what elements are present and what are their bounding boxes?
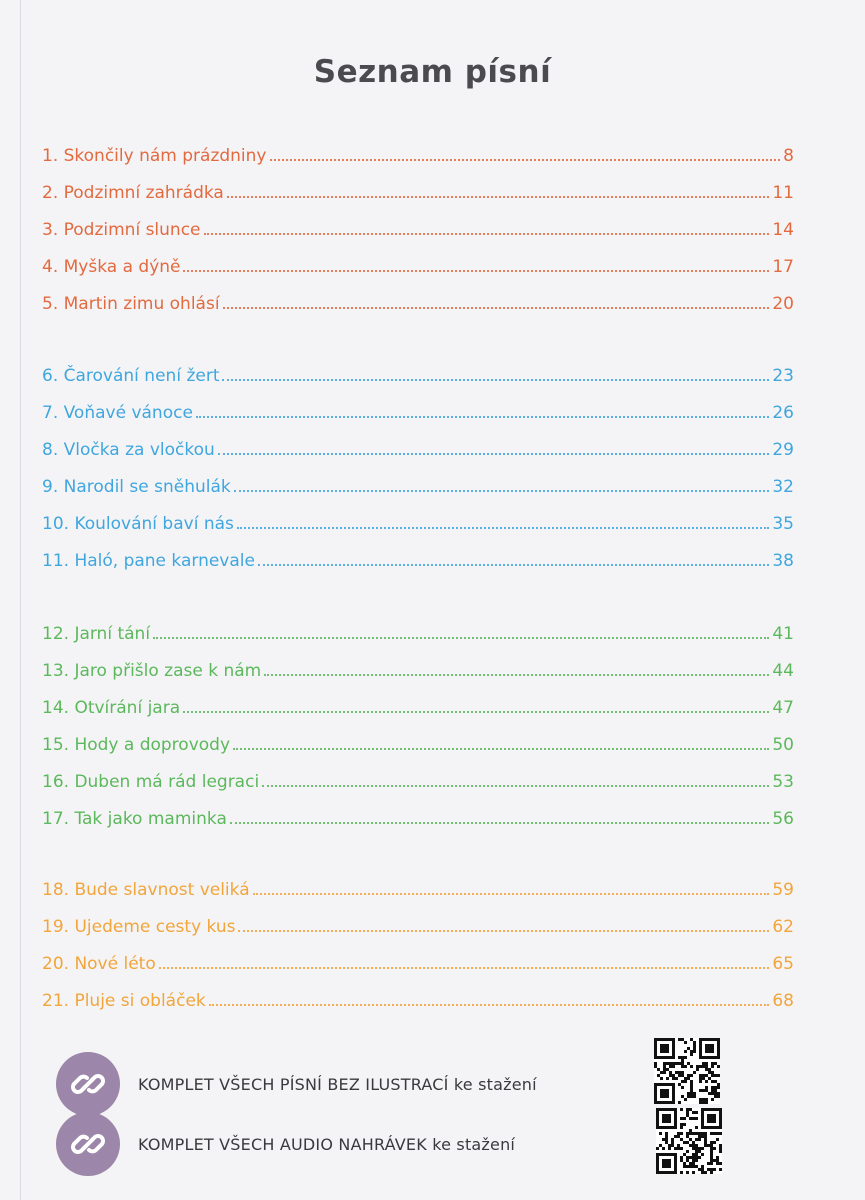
song-title: 19. Ujedeme cesty kus: [42, 917, 236, 937]
song-title: 14. Otvírání jara: [42, 698, 181, 718]
page-number: 29: [772, 440, 794, 460]
dot-leader: [234, 490, 770, 492]
song-title: 1. Skončily nám prázdniny: [42, 146, 267, 166]
dot-leader: [153, 637, 769, 639]
dot-leader: [223, 307, 770, 309]
toc-row[interactable]: [42, 547, 794, 571]
page-number: 20: [772, 294, 794, 314]
page-number: 32: [772, 477, 794, 497]
page-number: 44: [772, 661, 794, 681]
toc-row[interactable]: [42, 657, 794, 681]
dot-leader: [204, 233, 770, 235]
download-songs-label: KOMPLET VŠECH PÍSNÍ BEZ ILUSTRACÍ ke stažení: [138, 1074, 537, 1094]
dot-leader: [196, 416, 769, 418]
song-title: 5. Martin zimu ohlásí: [42, 294, 220, 314]
page-number: 17: [772, 257, 794, 277]
song-title: 7. Voňavé vánoce: [42, 403, 193, 423]
song-title: 3. Podzimní slunce: [42, 220, 201, 240]
page-title: Seznam písní: [313, 54, 552, 90]
page-number: 38: [772, 551, 794, 571]
toc-row[interactable]: [42, 987, 794, 1011]
song-title: 6. Čarování není žert: [42, 366, 220, 386]
page-number: 68: [772, 991, 794, 1011]
page-number: 59: [772, 880, 794, 900]
page-number: 50: [772, 735, 794, 755]
dot-leader: [209, 1004, 770, 1006]
dot-leader: [253, 893, 770, 895]
toc-row[interactable]: [42, 694, 794, 718]
download-songs-link[interactable]: [56, 1052, 537, 1116]
toc-row[interactable]: [42, 473, 794, 497]
page-number: 41: [772, 624, 794, 644]
song-title: 13. Jaro přišlo zase k nám: [42, 661, 262, 681]
dot-leader: [270, 159, 781, 161]
dot-leader: [183, 711, 769, 713]
toc-row[interactable]: [42, 768, 794, 792]
toc-row[interactable]: [42, 913, 794, 937]
link-chain-icon: [56, 1052, 120, 1116]
toc-row[interactable]: [42, 731, 794, 755]
song-title: 15. Hody a doprovody: [42, 735, 231, 755]
page-number: 23: [772, 366, 794, 386]
song-title: 17. Tak jako maminka: [42, 809, 227, 829]
song-title: 21. Pluje si obláček: [42, 991, 206, 1011]
dot-leader: [233, 748, 769, 750]
page-number: 8: [783, 146, 794, 166]
song-title: 16. Duben má rád legraci: [42, 772, 260, 792]
page-number: 56: [772, 809, 794, 829]
download-audio-label: KOMPLET VŠECH AUDIO NAHRÁVEK ke stažení: [138, 1134, 516, 1154]
page-number: 53: [772, 772, 794, 792]
page-number: 11: [772, 183, 794, 203]
song-title: 10. Koulování baví nás: [42, 514, 234, 534]
song-title: 2. Podzimní zahrádka: [42, 183, 224, 203]
song-title: 18. Bude slavnost veliká: [42, 880, 250, 900]
song-title: 9. Narodil se sněhulák: [42, 477, 231, 497]
toc-row[interactable]: [42, 362, 794, 386]
page-number: 35: [772, 514, 794, 534]
page-number: 14: [772, 220, 794, 240]
dot-leader: [238, 930, 769, 932]
toc-row[interactable]: [42, 950, 794, 974]
qr-code-audio[interactable]: [656, 1108, 722, 1174]
dot-leader: [183, 270, 769, 272]
toc-row[interactable]: [42, 876, 794, 900]
page-number: 47: [772, 698, 794, 718]
page-edge: [20, 0, 21, 1200]
qr-code-songs[interactable]: [654, 1038, 720, 1104]
toc-row[interactable]: [42, 620, 794, 644]
toc-row[interactable]: [42, 290, 794, 314]
page-number: 65: [772, 954, 794, 974]
dot-leader: [159, 967, 770, 969]
song-title: 20. Nové léto: [42, 954, 156, 974]
page-number: 62: [772, 917, 794, 937]
toc-row[interactable]: [42, 253, 794, 277]
toc-row[interactable]: [42, 142, 794, 166]
song-title: 8. Vločka za vločkou: [42, 440, 215, 460]
page-number: 26: [772, 403, 794, 423]
dot-leader: [237, 527, 769, 529]
toc-row[interactable]: [42, 805, 794, 829]
toc-row[interactable]: [42, 399, 794, 423]
dot-leader: [218, 453, 770, 455]
toc-row[interactable]: [42, 510, 794, 534]
song-title: 4. Myška a dýně: [42, 257, 181, 277]
dot-leader: [264, 674, 769, 676]
dot-leader: [222, 379, 769, 381]
download-audio-link[interactable]: [56, 1112, 515, 1176]
toc-row[interactable]: [42, 216, 794, 240]
dot-leader: [262, 785, 769, 787]
toc-row[interactable]: [42, 179, 794, 203]
song-title: 11. Haló, pane karnevale: [42, 551, 255, 571]
song-title: 12. Jarní tání: [42, 624, 151, 644]
link-chain-icon: [56, 1112, 120, 1176]
dot-leader: [227, 196, 770, 198]
dot-leader: [230, 822, 770, 824]
toc-row[interactable]: [42, 436, 794, 460]
dot-leader: [258, 564, 769, 566]
